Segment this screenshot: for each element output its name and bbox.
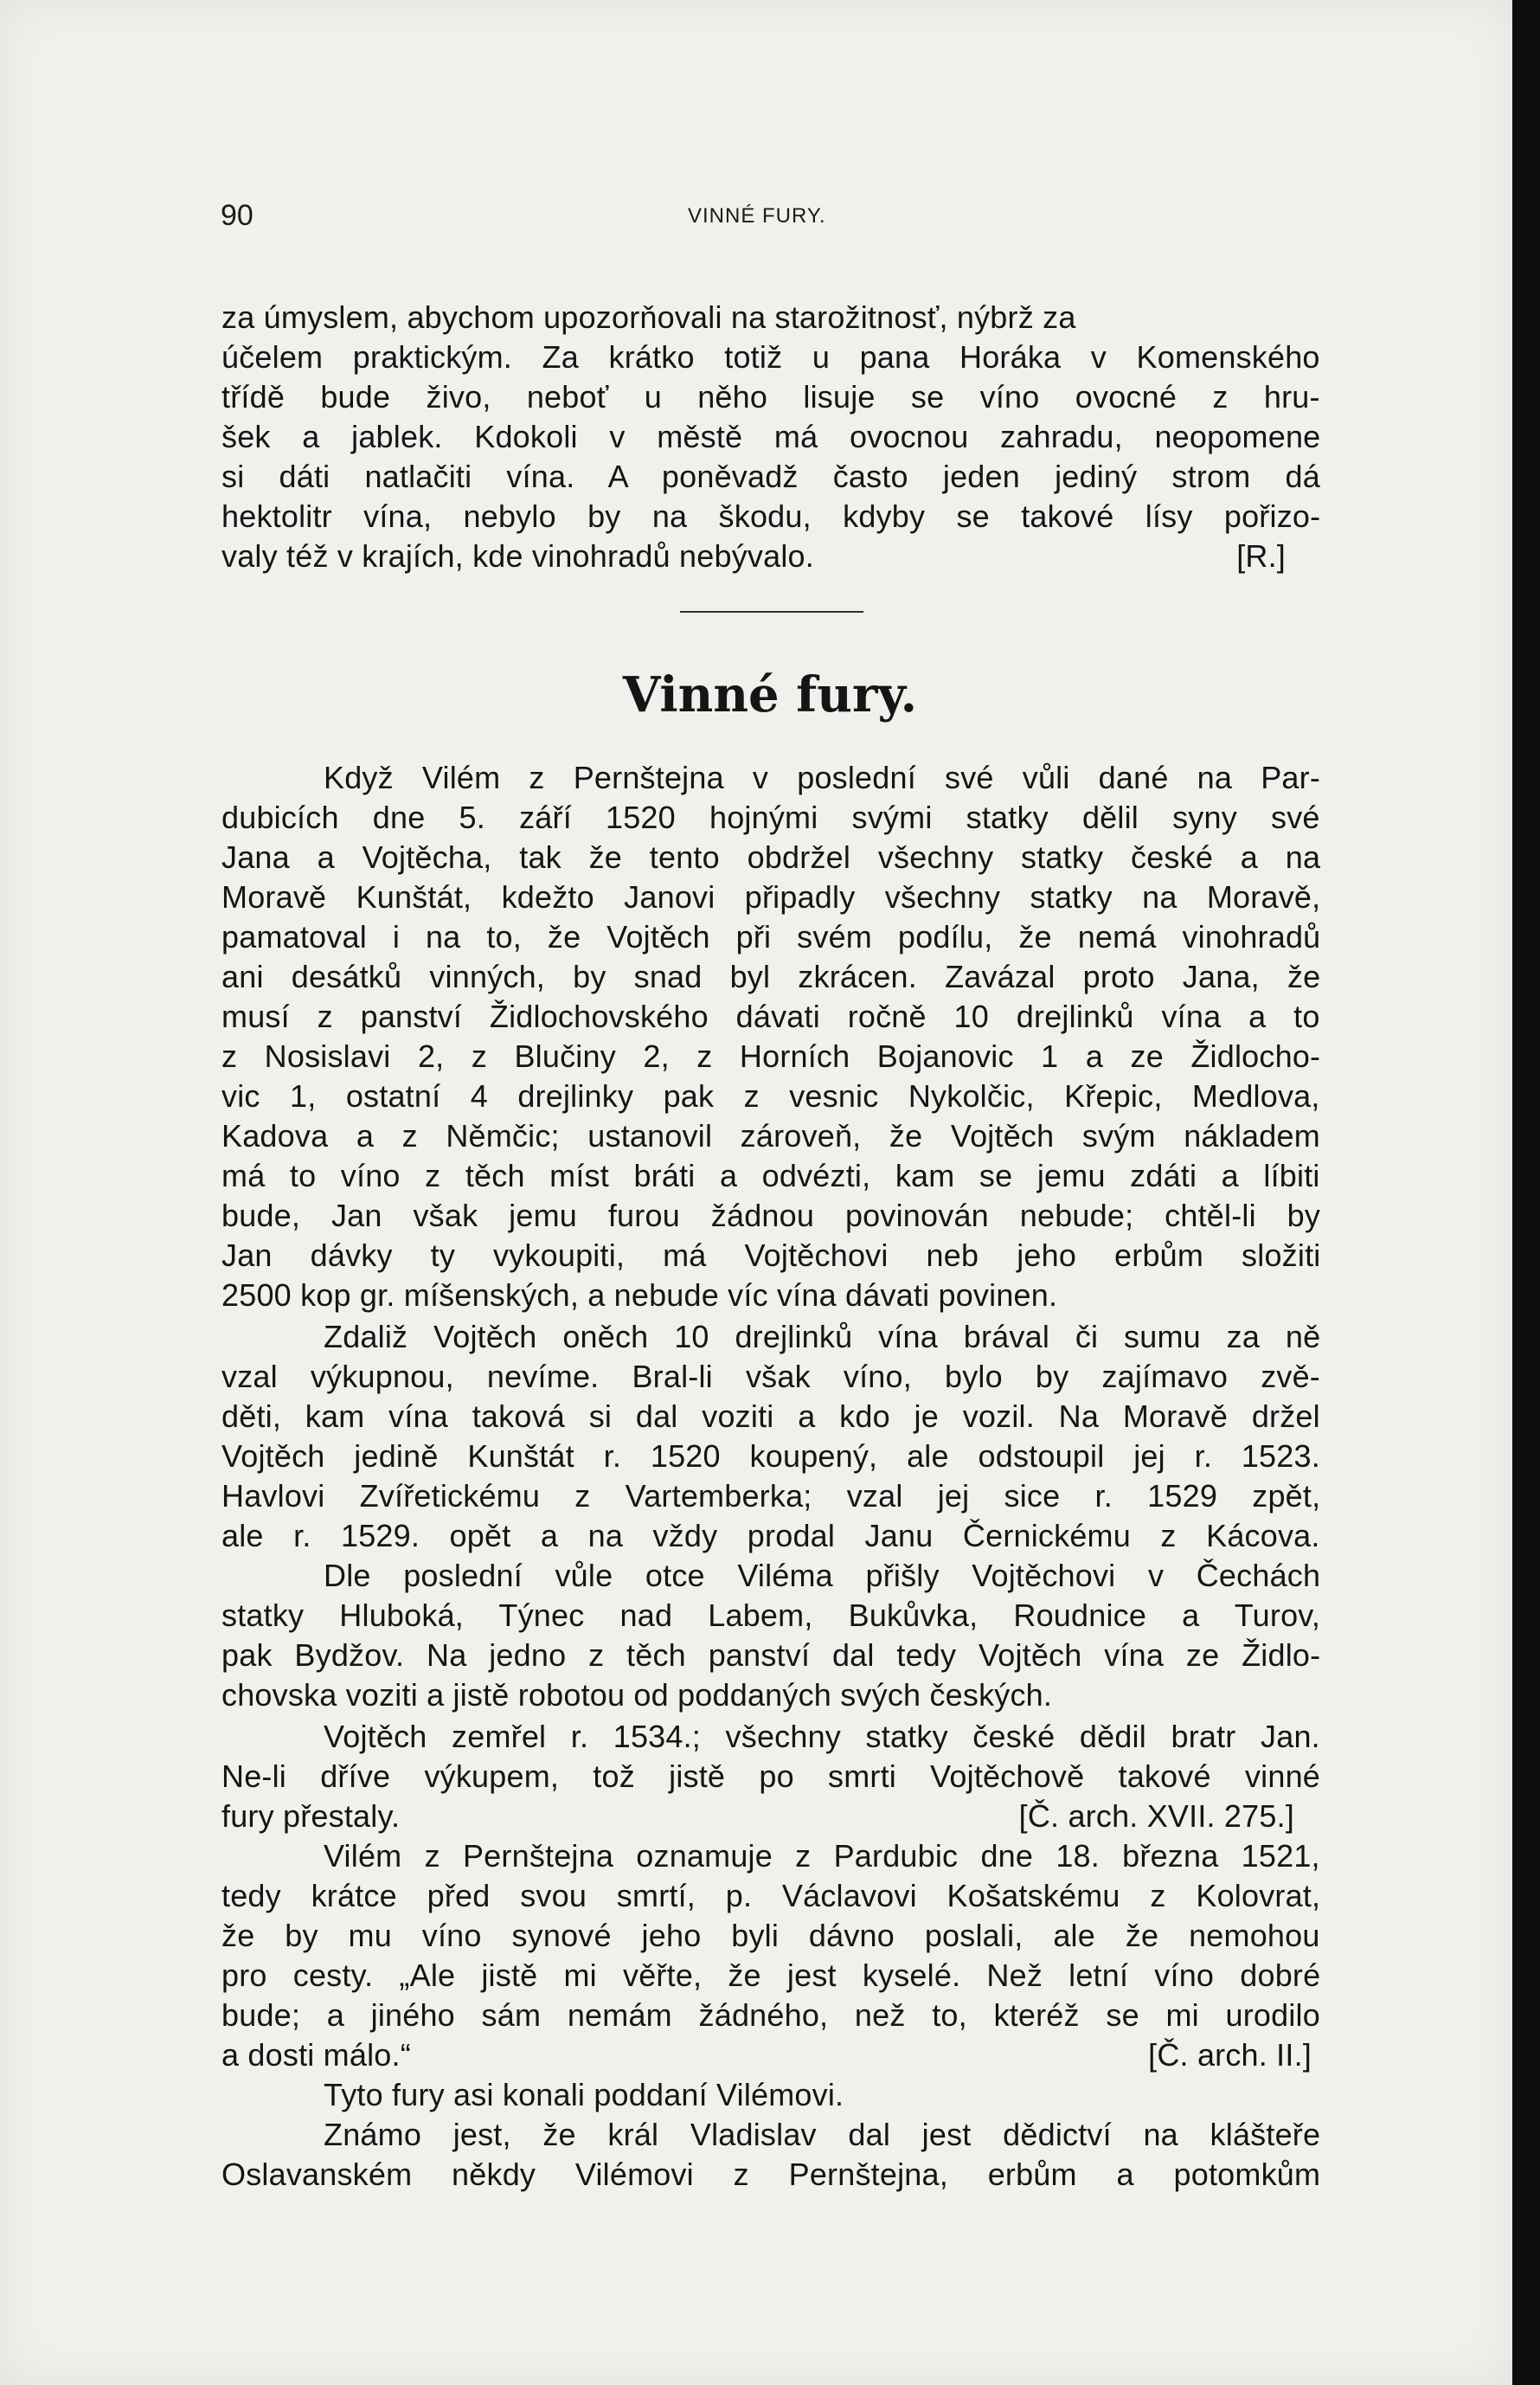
- text-line: že by mu víno synové jeho byli dávno poslali, ale že nemohou: [221, 1918, 1320, 1953]
- text-line: za úmyslem, abychom upozorňovali na starožitnosť, nýbrž za: [221, 299, 1076, 335]
- paragraph-2: [221, 1317, 1320, 1556]
- text-line: ale r. 1529. opět a na vždy prodal Janu Černickému z Kácova.: [221, 1518, 1320, 1553]
- text-line: pamatoval i na to, že Vojtěch při svém podílu, že nemá vinohradů: [221, 919, 1321, 955]
- text-line: Jan dávky ty vykoupiti, má Vojtěchovi neb jeho erbům složiti: [221, 1238, 1321, 1273]
- page-number: 90: [221, 199, 253, 232]
- source-reference: [R.]: [1236, 538, 1286, 574]
- text-line: pak Bydžov. Na jedno z těch panství dal tedy Vojtěch vína ze Židlo-: [221, 1637, 1321, 1673]
- text-line: ani desátků vinných, by snad byl zkrácen. Zavázal proto Jana, že: [221, 959, 1321, 994]
- text-line: účelem praktickým. Za krátko totiž u pana Horáka v Komenského: [221, 339, 1320, 375]
- text-line: vic 1, ostatní 4 drejlinky pak z vesnic Nykolčic, Křepic, Medlova,: [221, 1078, 1320, 1114]
- text-line: Tyto fury asi konali poddaní Vilémovi.: [324, 2077, 844, 2112]
- source-reference: [Č. arch. XVII. 275.]: [1018, 1798, 1294, 1834]
- text-line: Vojtěch jedině Kunštát r. 1520 koupený, ale odstoupil jej r. 1523.: [221, 1438, 1320, 1474]
- text-line: Když Vilém z Pernštejna v poslední své vůli dané na Par-: [324, 760, 1321, 795]
- text-line: 2500 kop gr. míšenských, a nebude víc vína dávati povinen.: [221, 1277, 1058, 1313]
- text-line: tedy krátce před svou smrtí, p. Václavovi Košatskému z Kolovrat,: [221, 1878, 1321, 1913]
- text-line: Zdaliž Vojtěch oněch 10 drejlinků vína brával či sumu za ně: [324, 1319, 1321, 1354]
- paragraph-3: [221, 1556, 1320, 1715]
- page-header: [221, 199, 1328, 242]
- text-line: Moravě Kunštát, kdežto Janovi připadly všechny statky na Moravě,: [221, 879, 1321, 915]
- text-line: bude; a jiného sám nemám žádného, než to, kteréž se mi urodilo: [221, 1997, 1320, 2033]
- text-line: Havlovi Zvířetickému z Vartemberka; vzal jej sice r. 1529 zpět,: [221, 1478, 1321, 1514]
- text-line: má to víno z těch míst bráti a odvézti, kam se jemu zdáti a líbiti: [221, 1158, 1320, 1193]
- text-line: Vojtěch zemřel r. 1534.; všechny statky české dědil bratr Jan.: [324, 1719, 1320, 1754]
- text-line: šek a jablek. Kdokoli v městě má ovocnou zahradu, neopomene: [221, 419, 1321, 454]
- text-line: z Nosislavi 2, z Blučiny 2, z Horních Bojanovic 1 a ze Židlocho-: [221, 1038, 1321, 1074]
- paragraph-4: [221, 1717, 1320, 1836]
- source-reference: [Č. arch. II.]: [1148, 2037, 1312, 2073]
- text-line: pro cesty. „Ale jistě mi věřte, že jest kyselé. Než letní víno dobré: [221, 1958, 1321, 1993]
- text-line: děti, kam vína taková si dal voziti a kdo je vozil. Na Moravě držel: [221, 1398, 1320, 1434]
- text-line: dubicích dne 5. září 1520 hojnými svými statky dělil syny své: [221, 800, 1320, 835]
- text-line: vzal výkupnou, nevíme. Bral-li však víno, bylo by zajímavo zvě-: [221, 1359, 1321, 1394]
- text-line: fury přestaly. [Č. arch. XVII. 275.]: [221, 1797, 1320, 1836]
- text-line: Ne-li dříve výkupem, tož jistě po smrti Vojtěchově takové vinné: [221, 1758, 1321, 1794]
- paragraph-6: [221, 2075, 1320, 2115]
- scan-border: [1512, 0, 1540, 2385]
- text-line: valy též v krajích, kde vinohradů nebývalo. [R.]: [221, 537, 1320, 576]
- text-line: musí z panství Židlochovského dávati ročně 10 drejlinků vína a to: [221, 999, 1320, 1034]
- text-line: Jana a Vojtěcha, tak že tento obdržel všechny statky české a na: [221, 839, 1321, 875]
- text-line: třídě bude živo, neboť u něho lisuje se víno ovocné z hru-: [221, 379, 1320, 415]
- text-line: Známo jest, že král Vladislav dal jest dědictví na klášteře: [324, 2117, 1321, 2152]
- text-line: bude, Jan však jemu furou žádnou povinován nebude; chtěl-li by: [221, 1198, 1321, 1233]
- running-title: VINNÉ FURY.: [688, 204, 826, 228]
- paragraph-5: [221, 1836, 1320, 2075]
- text-line: chovska voziti a jistě robotou od poddaných svých českých.: [221, 1677, 1053, 1713]
- chapter-title: Vinné fury.: [622, 666, 918, 723]
- text-line: a dosti málo.“ [Č. arch. II.]: [221, 2035, 1320, 2075]
- text-line: Kadova a z Němčic; ustanovil zároveň, že Vojtěch svým nákladem: [221, 1118, 1320, 1154]
- text-line: si dáti natlačiti vína. A poněvadž často jeden jediný strom dá: [221, 459, 1320, 494]
- text-line: statky Hluboká, Týnec nad Labem, Bukůvka, Roudnice a Turov,: [221, 1598, 1321, 1633]
- text-line: Oslavanském někdy Vilémovi z Pernštejna, erbům a potomkům: [221, 2157, 1321, 2192]
- text-line: hektolitr vína, nebylo by na škodu, kdyby se takové lísy pořizo-: [221, 498, 1321, 534]
- paragraph-7: [221, 2115, 1320, 2195]
- paragraph-1: [221, 758, 1320, 1315]
- text-line: Vilém z Pernštejna oznamuje z Pardubic dne 18. března 1521,: [324, 1838, 1320, 1874]
- intro-paragraph: [221, 298, 1320, 576]
- section-divider: [680, 611, 863, 613]
- text-line: Dle poslední vůle otce Viléma přišly Vojtěchovi v Čechách: [324, 1558, 1321, 1593]
